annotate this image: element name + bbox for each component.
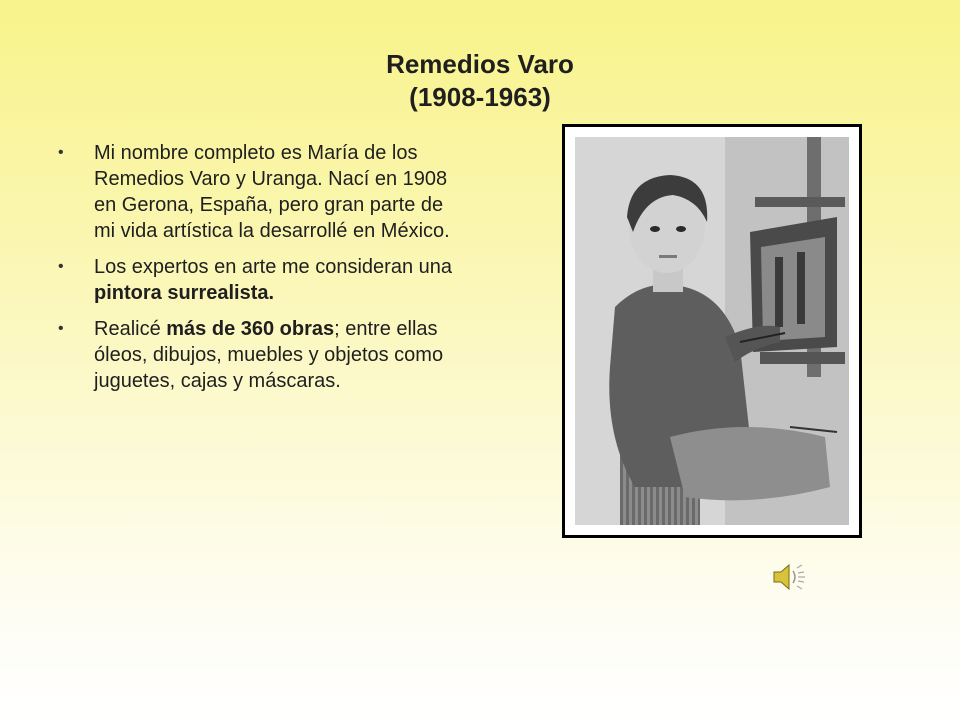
- speaker-icon[interactable]: [772, 562, 812, 592]
- bullet-text: Mi nombre completo es María de los Remedios Varo y Uranga. Nací en 1908 en Gerona, España, pero gran parte de mi vida artística la desarrollé en México.: [94, 142, 450, 242]
- slide-title: [260, 48, 700, 114]
- bullet-marker: •: [58, 144, 64, 161]
- portrait-frame: [562, 124, 862, 538]
- portrait-photo: [575, 137, 849, 525]
- portrait-illustration: [575, 137, 849, 525]
- bullet-item: [58, 316, 468, 394]
- bullet-marker: •: [58, 258, 64, 275]
- bullet-text-tail: ; entre ellas óleos, dibujos, muebles y objetos como juguetes, cajas y máscaras.: [94, 318, 444, 392]
- bullet-item: [58, 140, 468, 244]
- bullet-text: Realicé: [94, 318, 167, 340]
- bullet-list: [58, 140, 468, 404]
- bullet-text: Los expertos en arte me consideran una: [94, 256, 452, 278]
- bullet-bold-text: más de 360 obras: [166, 318, 335, 340]
- bullet-item: [58, 254, 468, 306]
- bullet-bold-text: pintora surrealista.: [94, 282, 275, 304]
- bullet-marker: •: [58, 320, 64, 337]
- title-years: (1908-1963): [409, 82, 551, 112]
- title-name: Remedios Varo: [386, 49, 574, 79]
